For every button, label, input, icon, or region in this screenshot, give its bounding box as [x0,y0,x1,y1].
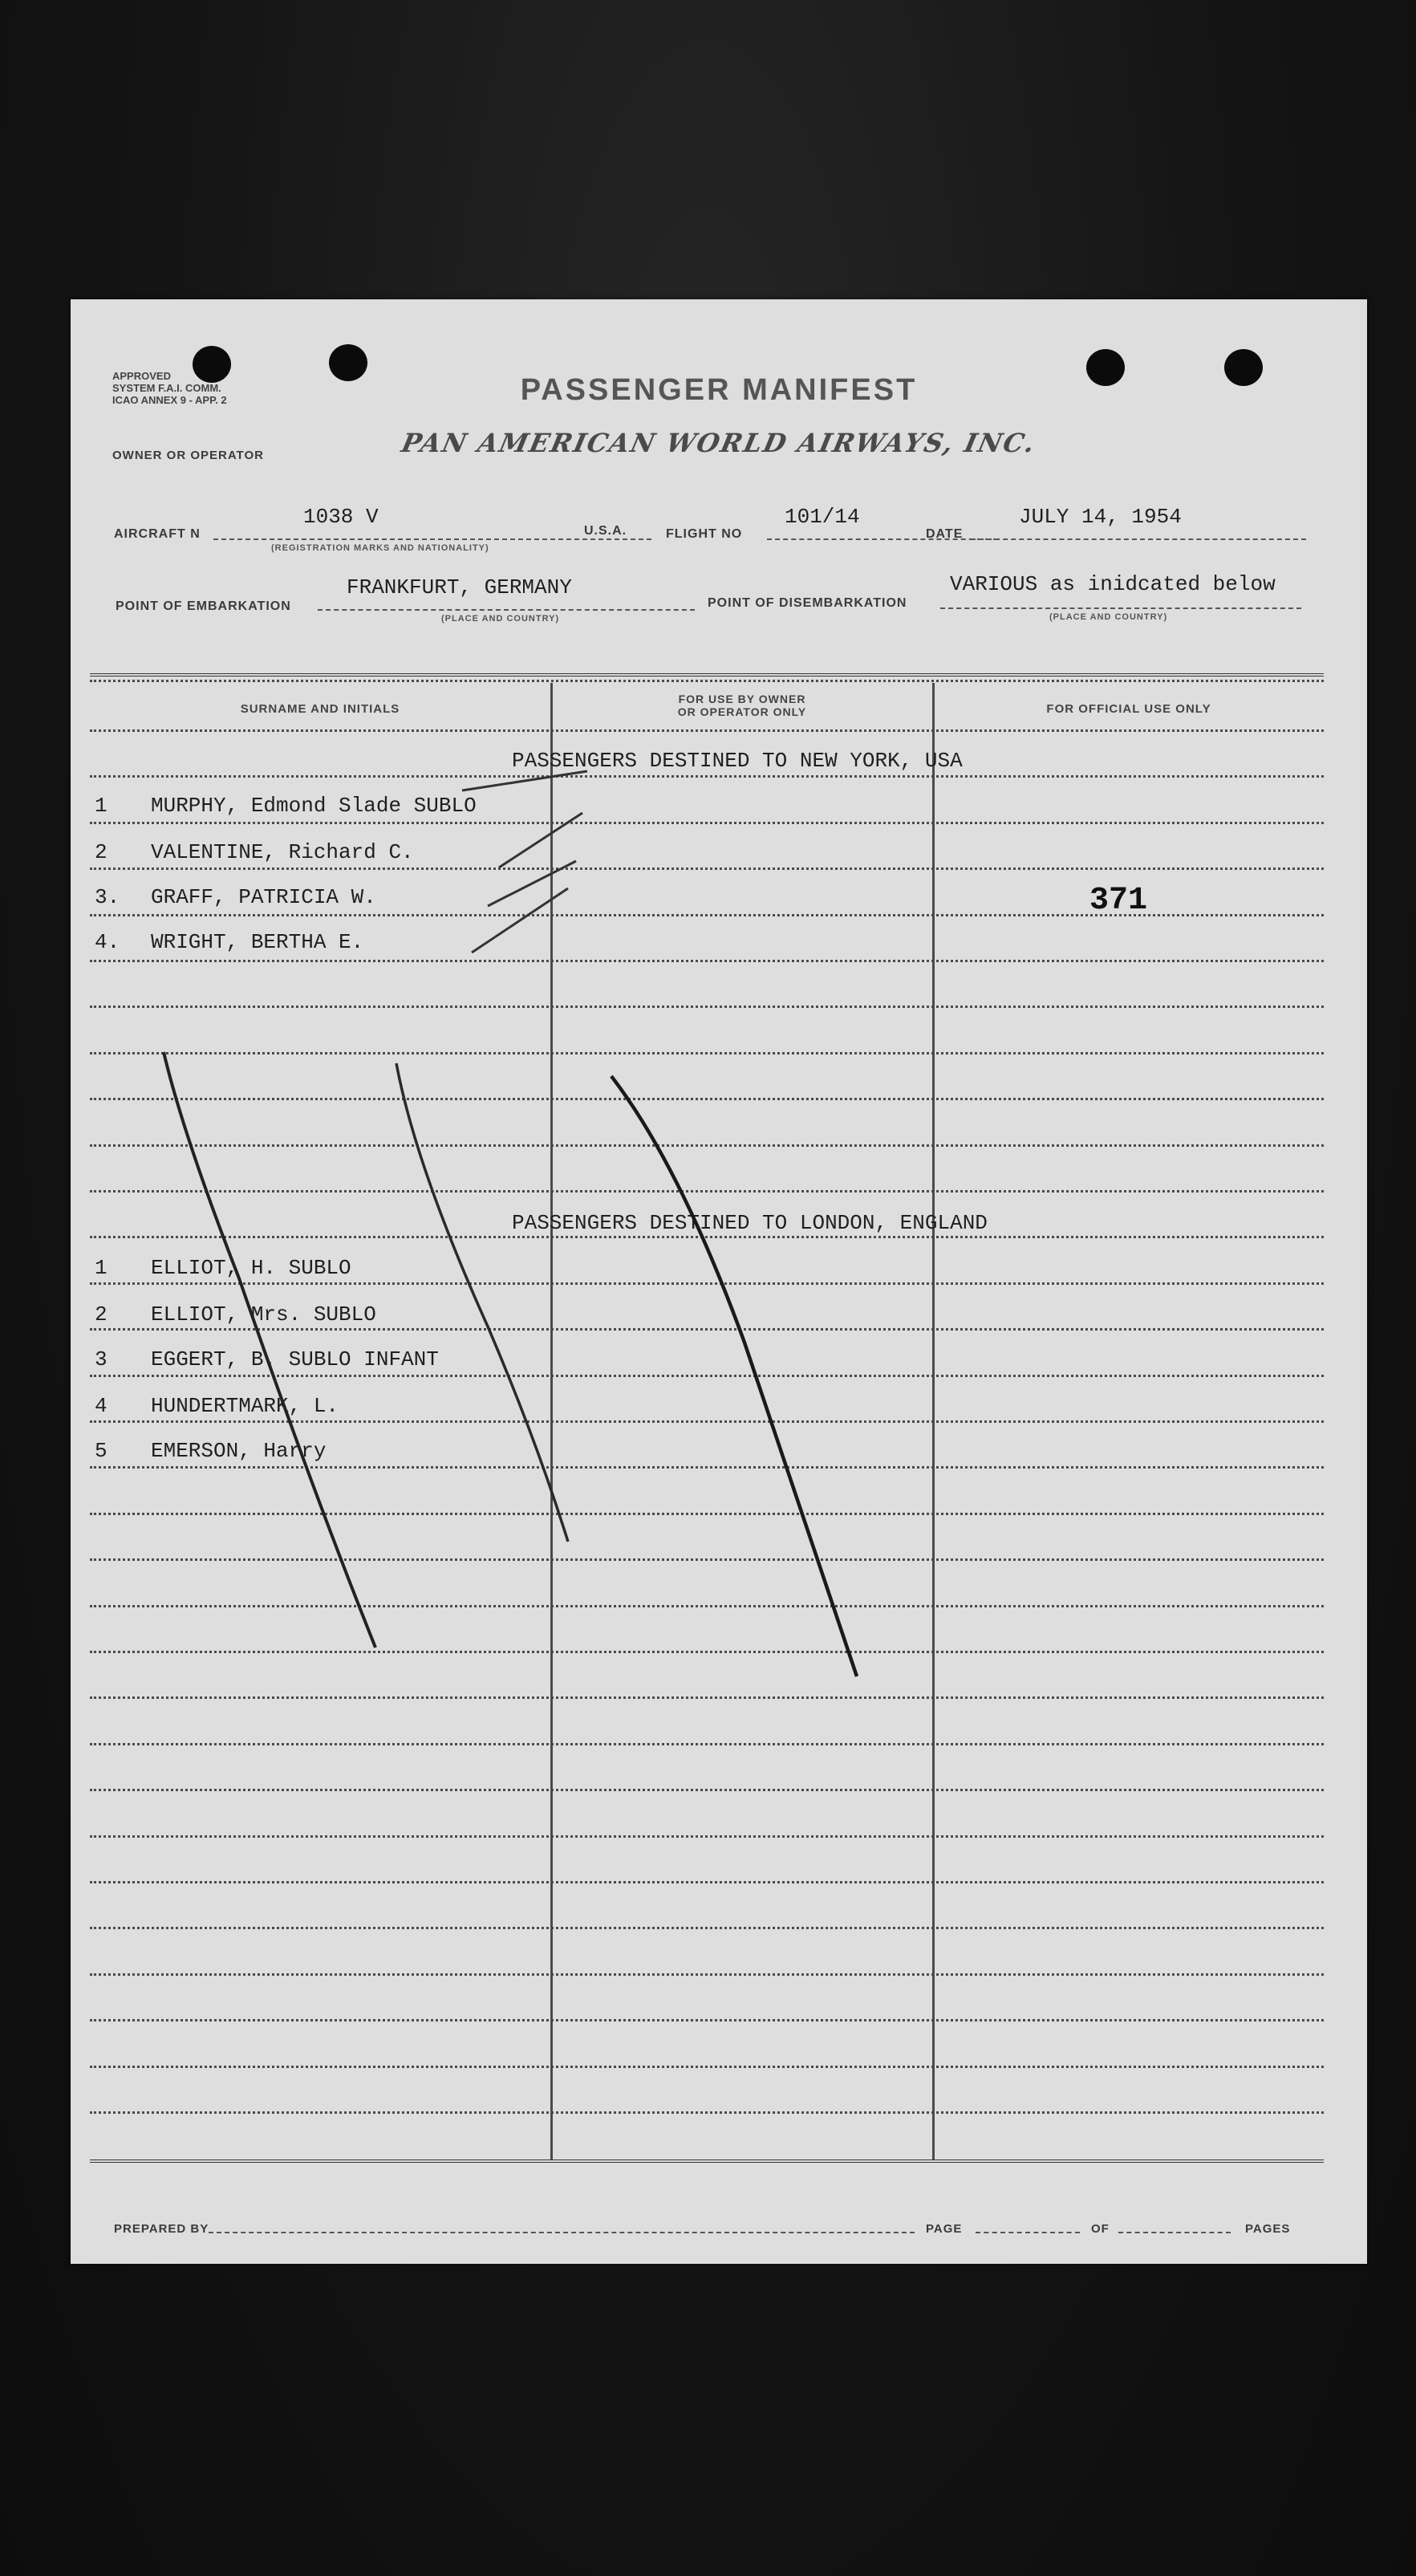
pen-stroke [396,1063,568,1542]
passenger-name: ELLIOT, H. SUBLO [151,1256,351,1280]
embarkation-label: POINT OF EMBARKATION [116,599,291,613]
prepared-label: PREPARED BY [114,2222,209,2236]
pages-label: PAGES [1245,2222,1291,2236]
col-owner-header-line: OR OPERATOR ONLY [677,705,807,718]
passenger-name: GRAFF, PATRICIA W. [151,885,376,909]
row-number: 3. [95,885,120,909]
approval-line: SYSTEM F.A.I. COMM. [112,382,221,394]
country-label: U.S.A. [584,524,627,538]
approval-line: ICAO ANNEX 9 - APP. 2 [112,394,227,406]
embarkation-caption: (PLACE AND COUNTRY) [441,614,560,624]
col-owner-header-line: FOR USE BY OWNER [678,693,806,705]
page-label: PAGE [926,2222,963,2236]
aircraft-label: AIRCRAFT N [114,527,201,541]
group1-heading: PASSENGERS DESTINED TO NEW YORK, USA [512,749,963,773]
flight-value: 101/14 [785,505,860,529]
embarkation-value: FRANKFURT, GERMANY [347,575,572,599]
col-surname-header: SURNAME AND INITIALS [240,702,400,716]
row-number: 1 [95,794,108,818]
passenger-name: ELLIOT, Mrs. SUBLO [151,1302,376,1327]
pen-stroke [488,861,576,906]
flight-label: FLIGHT NO [666,527,743,541]
passenger-name: VALENTINE, Richard C. [151,840,414,864]
approval-line: APPROVED [112,370,171,382]
passenger-name: MURPHY, Edmond Slade SUBLO [151,794,477,818]
row-number: 1 [95,1256,108,1280]
disembarkation-value: VARIOUS as inidcated below [950,572,1276,596]
company-name: PAN AMERICAN WORLD AIRWAYS, INC. [399,428,1039,458]
passenger-name: WRIGHT, BERTHA E. [151,930,364,954]
row-number: 4. [95,930,120,954]
document-title: PASSENGER MANIFEST [520,373,918,407]
aircraft-value: 1038 V [303,505,379,529]
page-line [976,2232,1080,2233]
of-line [1118,2232,1231,2233]
owner-label: OWNER OR OPERATOR [112,449,264,462]
official-number: 371 [1089,883,1148,919]
group2-heading: PASSENGERS DESTINED TO LONDON, ENGLAND [512,1211,988,1235]
col-official-header: FOR OFFICIAL USE ONLY [1046,702,1211,716]
pen-stroke [611,1076,857,1676]
of-label: OF [1091,2222,1110,2236]
pen-marks [71,299,1367,2264]
date-label: DATE [926,527,964,541]
row-number: 4 [95,1394,108,1418]
registration-caption: (REGISTRATION MARKS AND NATIONALITY) [271,543,489,553]
row-number: 5 [95,1439,108,1463]
passenger-name: HUNDERTMARK, L. [151,1394,339,1418]
passenger-name: EMERSON, Harry [151,1439,327,1463]
disembarkation-caption: (PLACE AND COUNTRY) [1049,612,1168,622]
pen-stroke [164,1052,375,1648]
manifest-sheet [71,299,1367,2264]
passenger-name: EGGERT, B. SUBLO INFANT [151,1347,439,1371]
pen-stroke [499,813,582,867]
row-number: 2 [95,840,108,864]
disembarkation-label: POINT OF DISEMBARKATION [708,596,907,610]
row-number: 2 [95,1302,108,1327]
pen-stroke [462,771,587,790]
row-number: 3 [95,1347,108,1371]
prepared-line [209,2232,915,2233]
pen-stroke [472,888,568,953]
date-value: JULY 14, 1954 [1019,505,1182,529]
